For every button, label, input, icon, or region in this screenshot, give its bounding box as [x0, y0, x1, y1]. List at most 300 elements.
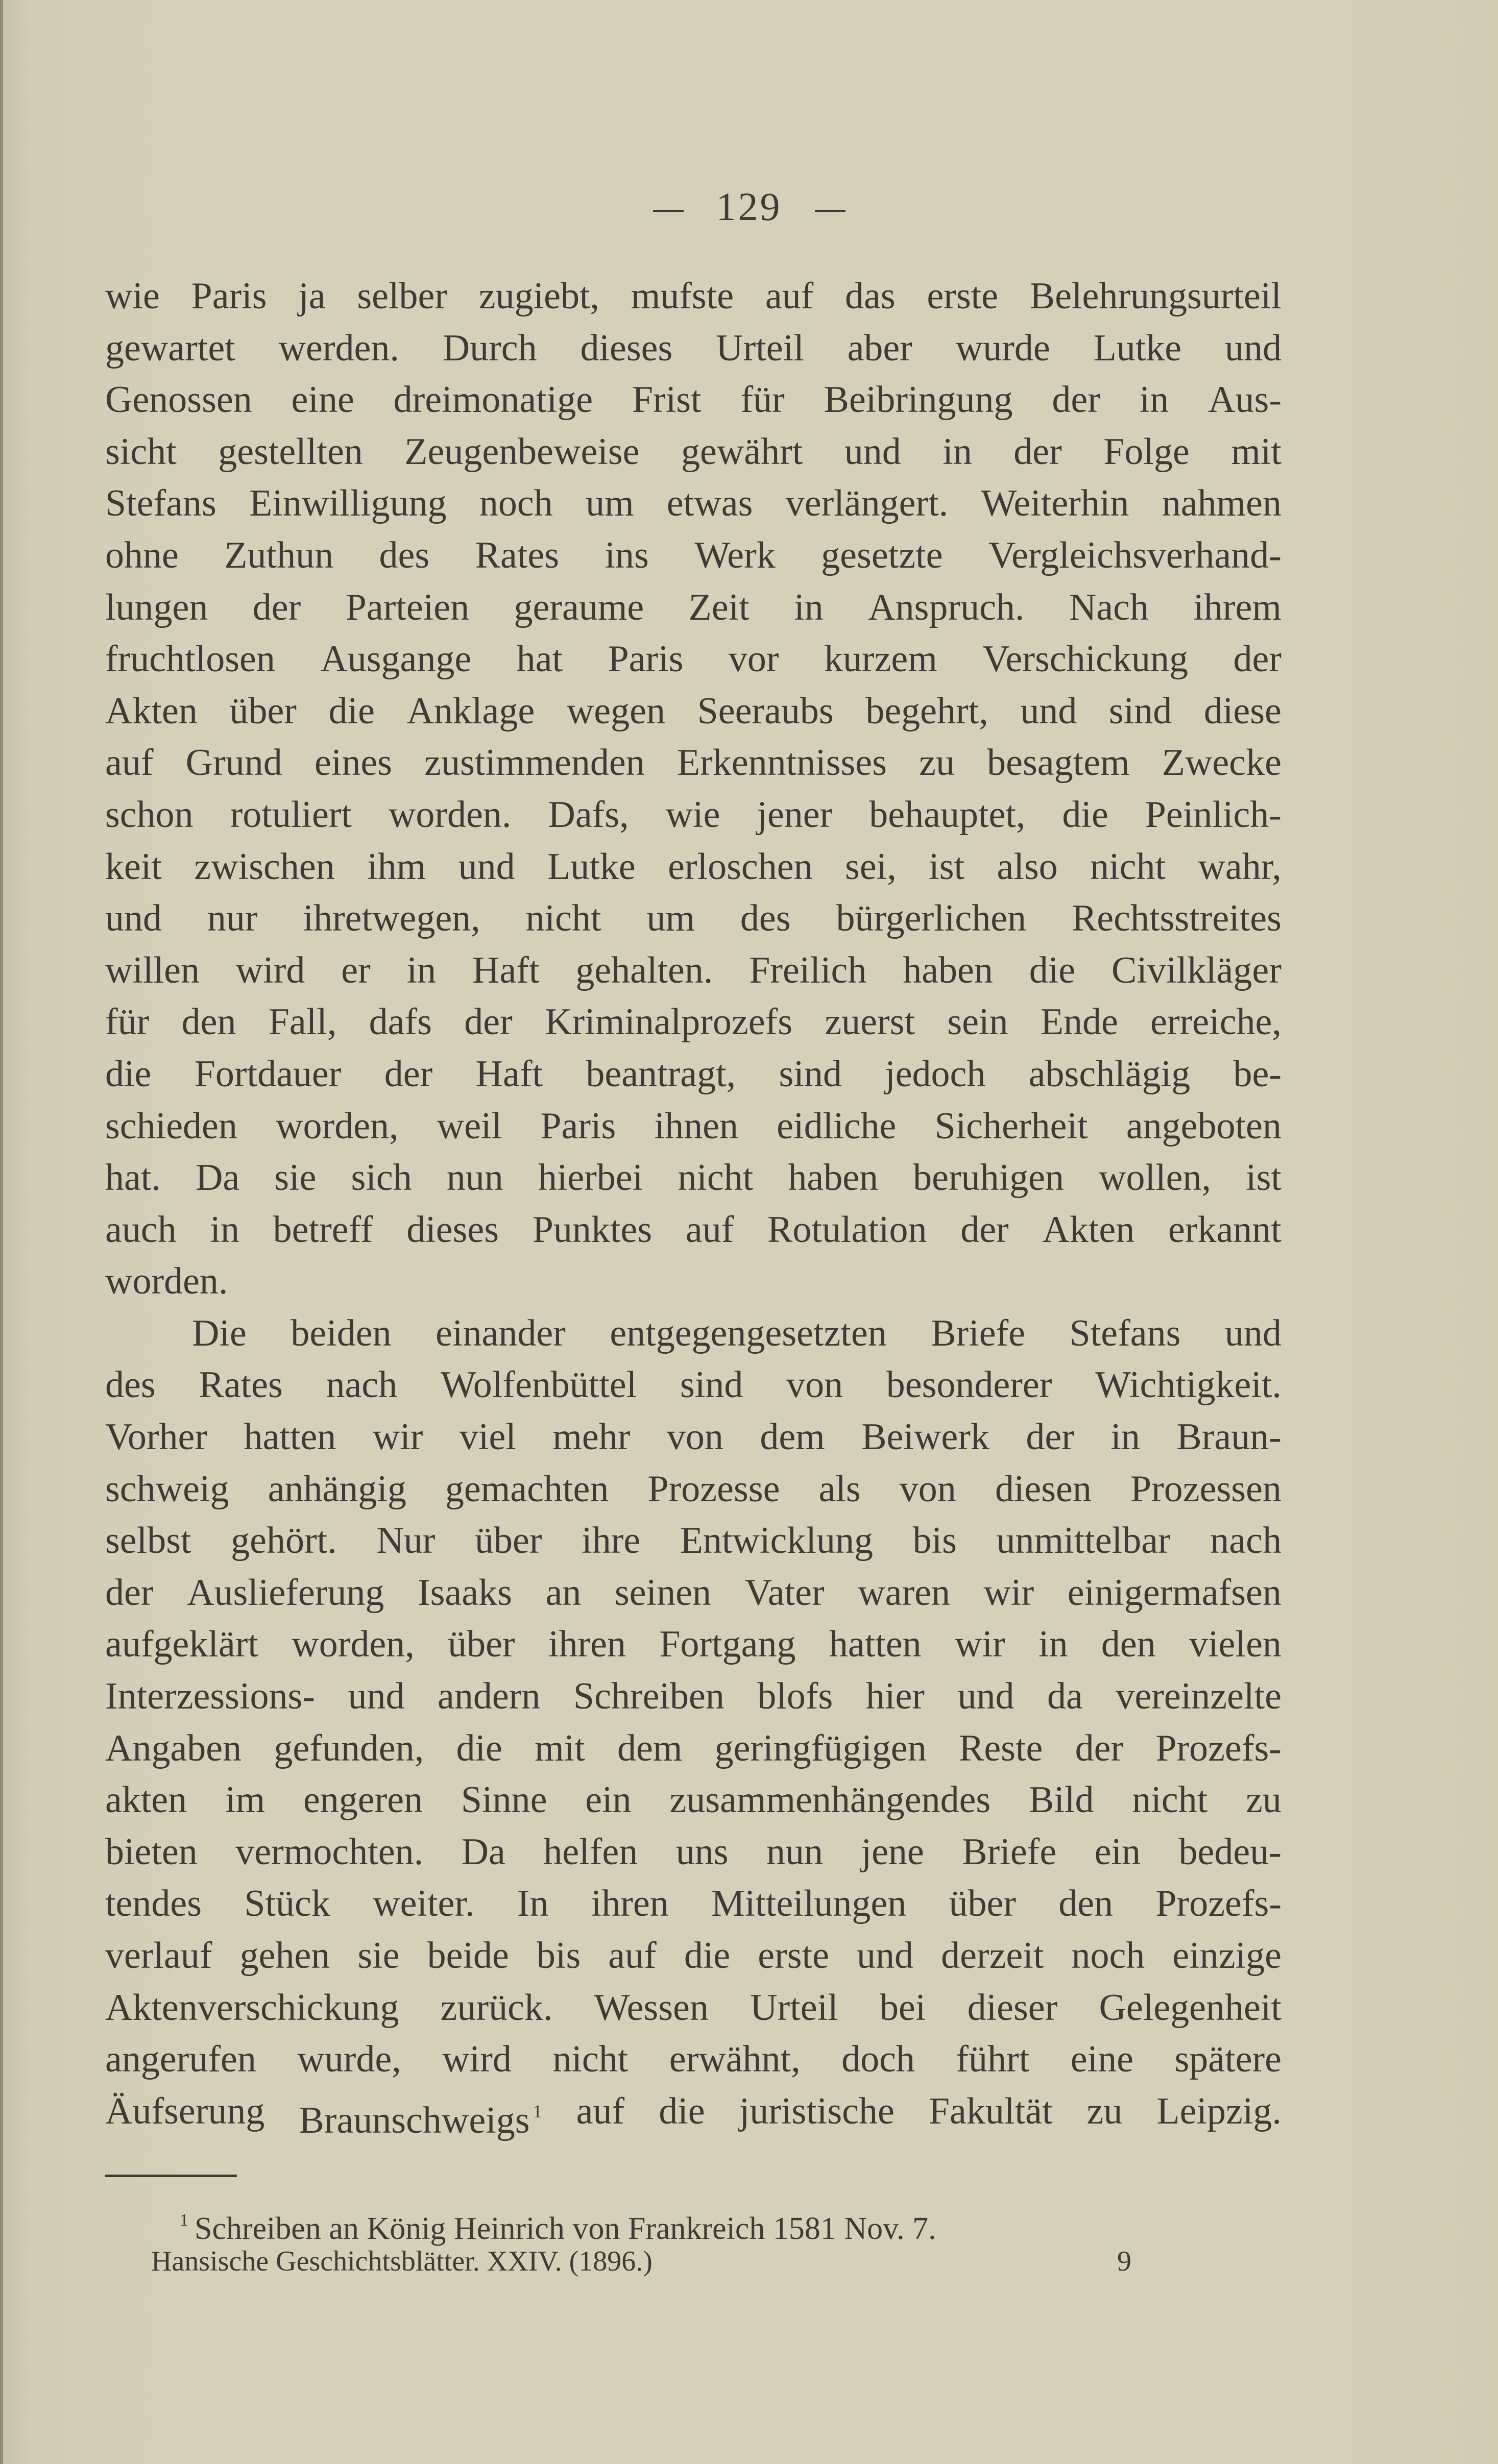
word: Urteil [750, 1986, 838, 2029]
text-line [105, 945, 1282, 997]
word: weiter. [373, 1883, 475, 1925]
printer-signature-line [151, 2236, 1131, 2287]
word: nur [207, 897, 258, 940]
word: ein [1094, 1831, 1141, 1873]
text-line [105, 582, 1282, 634]
word: haben [788, 1157, 879, 1199]
word: nicht [1132, 1779, 1208, 1821]
word: uns [675, 1831, 729, 1873]
page-number: 129 [716, 184, 782, 229]
word: wird [235, 949, 305, 991]
word: Zuthun [224, 534, 334, 576]
word: ist [1246, 1157, 1282, 1199]
word: gewartet [105, 327, 235, 369]
word: um [586, 482, 634, 525]
text-line [105, 530, 1282, 582]
word: und [348, 1675, 405, 1718]
word: in [406, 949, 437, 991]
word: der [1026, 1416, 1074, 1458]
word: wollen, [1099, 1157, 1211, 1199]
word: besonderer [886, 1364, 1052, 1406]
word: Belehrungsurteil [1029, 275, 1282, 317]
word: Kriminalprozefs [545, 1001, 793, 1043]
word: Fakultät [928, 2090, 1053, 2132]
text-line [105, 323, 1282, 375]
word: worden. [105, 1260, 228, 1303]
word: Freilich [749, 949, 867, 991]
word: sicht [105, 430, 177, 473]
word: ein [585, 1779, 632, 1821]
word: hierbei [538, 1157, 643, 1199]
text-line [105, 1723, 1282, 1775]
word: engeren [303, 1779, 423, 1821]
word: hier [865, 1675, 925, 1718]
word: nun [766, 1831, 824, 1873]
word: sich [351, 1157, 412, 1199]
word: Äufserung [105, 2090, 265, 2132]
word: auf [608, 1935, 657, 1977]
word: im [225, 1779, 265, 1821]
word: er [341, 949, 371, 991]
word: worden, [276, 1105, 399, 1147]
word: andern [438, 1675, 541, 1718]
text-line [105, 737, 1282, 789]
word: Akten [1042, 1208, 1135, 1251]
word: sind [680, 1364, 743, 1406]
word: Braunschweigs $^1$ [299, 2099, 542, 2141]
word: erkannt [1168, 1208, 1282, 1251]
word: der [1013, 430, 1062, 473]
word: Wolfenbüttel [440, 1364, 637, 1406]
word: für [740, 379, 785, 421]
word: und [458, 845, 515, 888]
word: den [1058, 1883, 1114, 1925]
word: das [845, 275, 896, 317]
word: abschlägig [1028, 1053, 1191, 1095]
word: wurde [955, 327, 1050, 369]
word: Interzessions- [105, 1675, 315, 1718]
word: ja [298, 275, 326, 317]
word: werden. [278, 327, 399, 369]
word: Stefans [105, 482, 216, 525]
word: Peinlich- [1145, 793, 1282, 836]
word: Urteil [716, 327, 804, 369]
word: Haft [475, 1053, 543, 1095]
footnote-separator [105, 2175, 237, 2177]
word: über [448, 1623, 515, 1666]
word: Da [195, 1157, 240, 1199]
word: Die [192, 1312, 247, 1354]
word: keit [105, 845, 162, 888]
word: Zwecke [1162, 742, 1282, 784]
word: Akten [105, 690, 198, 732]
word: diese [1203, 690, 1282, 732]
word: Folge [1103, 430, 1190, 473]
word: erwähnt, [669, 2038, 801, 2081]
text-line [105, 478, 1282, 530]
word: ins [605, 534, 649, 576]
word: von [786, 1364, 843, 1406]
text-line [105, 893, 1282, 945]
word: anhängig [268, 1468, 406, 1510]
word: Anklage [406, 690, 535, 732]
word: zu [919, 742, 955, 784]
word: ihnen [654, 1105, 738, 1147]
word: wir [983, 1571, 1034, 1614]
word: Haft [472, 949, 540, 991]
word: blofs [757, 1675, 833, 1718]
word: erloschen [668, 845, 813, 888]
word: und [857, 1935, 914, 1977]
word: Aus- [1208, 379, 1282, 421]
word: bis [912, 1520, 957, 1562]
word: mit [1231, 430, 1282, 473]
word: zu [1086, 2090, 1123, 2132]
word: bei [879, 1986, 926, 2029]
word: geringfügigen [714, 1727, 927, 1769]
word: Stefans [1069, 1312, 1181, 1354]
text-line [105, 1463, 1282, 1516]
word: bedeu- [1178, 1831, 1282, 1873]
word: gestellten [218, 430, 363, 473]
word: Auslieferung [187, 1571, 384, 1614]
word: bieten [105, 1831, 198, 1873]
word: einigermafsen [1067, 1571, 1282, 1614]
word: wird [442, 2038, 512, 2081]
word: in [1139, 379, 1169, 421]
word: Paris [608, 638, 684, 680]
word: Briefe [931, 1312, 1026, 1354]
word: Fortgang [659, 1623, 796, 1666]
word: erste [927, 275, 999, 317]
word: nun [446, 1157, 503, 1199]
word: ihren [591, 1883, 669, 1925]
word: über [229, 690, 297, 732]
word: wie [665, 793, 720, 836]
text-line [105, 1101, 1282, 1153]
word: aufgeklärt [105, 1623, 258, 1666]
paragraph-start-line [105, 1308, 1282, 1360]
word: gewährt [681, 430, 803, 473]
word: der [1075, 1727, 1124, 1769]
word: da [1047, 1675, 1083, 1718]
word: Nach [1069, 586, 1149, 628]
word: Schreiben [573, 1675, 724, 1718]
word: nahmen [1162, 482, 1282, 525]
word: fruchtlosen [105, 638, 275, 680]
word: führt [956, 2038, 1030, 2081]
word: Wessen [594, 1986, 709, 2029]
word: dieses [406, 1208, 499, 1251]
word: bis [536, 1935, 581, 1977]
text-line [105, 1774, 1282, 1826]
word: vielen [1189, 1623, 1282, 1666]
word: sie [357, 1935, 400, 1977]
word: In [517, 1883, 549, 1925]
word: nicht [678, 1157, 754, 1199]
word: Genossen [105, 379, 252, 421]
word: einander [436, 1312, 566, 1354]
text-line [105, 1411, 1282, 1463]
word: in [1110, 1416, 1140, 1458]
word: zustimmenden [424, 742, 645, 784]
word: Rates [475, 534, 560, 576]
word: Vater [744, 1571, 825, 1614]
word: zurück. [440, 1986, 553, 2029]
word: zugiebt, [478, 275, 600, 317]
word: Aktenverschickung [105, 1986, 399, 2029]
word: und [844, 430, 901, 473]
text-line [105, 686, 1282, 738]
word: seinen [614, 1571, 711, 1614]
word: der [105, 1571, 154, 1614]
word: helfen [543, 1831, 638, 1873]
word: ihre [582, 1520, 641, 1562]
word: zwischen [194, 845, 335, 888]
word: die [1062, 793, 1108, 836]
word: also [997, 845, 1058, 888]
word: über [475, 1520, 542, 1562]
word: die [328, 690, 375, 732]
word: betreff [273, 1208, 373, 1251]
body-text [105, 271, 1282, 2141]
word: Erkenntnisses [676, 742, 887, 784]
journal-signature: Hansische Geschichtsblätter. XXIV. (1896.) [151, 2246, 653, 2277]
word: die [684, 1935, 731, 1977]
word: die [105, 1053, 152, 1095]
word: worden. [388, 793, 512, 836]
word: eine [291, 379, 354, 421]
text-line [105, 1671, 1282, 1723]
word: zuerst [825, 1001, 915, 1043]
word: wurde, [297, 2038, 401, 2081]
word: vermochten. [235, 1831, 424, 1873]
word: schieden [105, 1105, 237, 1147]
word: derzeit [941, 1935, 1044, 1977]
word: juristische [739, 2090, 895, 2132]
word: ihm [367, 845, 426, 888]
footnote-reference[interactable]: 1 [533, 2101, 542, 2121]
word: den [1101, 1623, 1156, 1666]
word: sei, [845, 845, 897, 888]
word: hat [516, 638, 563, 680]
word: spätere [1174, 2038, 1282, 2081]
text-line [105, 1359, 1282, 1411]
word: Da [461, 1831, 505, 1873]
word: sind [1108, 690, 1172, 732]
word: wegen [566, 690, 665, 732]
word: der [1052, 379, 1100, 421]
footnote-text: Schreiben an König Heinrich von Frankreich 1581 Nov. 7. [195, 2211, 936, 2246]
word: beruhigen [913, 1157, 1065, 1199]
word: noch [479, 482, 553, 525]
word: kurzem [824, 638, 937, 680]
word: Rotulation [767, 1208, 927, 1251]
text-line [105, 1567, 1282, 1619]
word: etwas [666, 482, 753, 525]
word: Beibringung [824, 379, 1013, 421]
word: aber [847, 327, 912, 369]
word: für [105, 1001, 150, 1043]
word: Parteien [345, 586, 470, 628]
word: Fortdauer [194, 1053, 342, 1095]
word: Ende [1040, 1001, 1118, 1043]
page-header [0, 184, 1498, 230]
text-line [105, 1619, 1282, 1671]
word: ihretwegen, [303, 897, 480, 940]
word: Lutke [1093, 327, 1182, 369]
word: ihren [548, 1623, 626, 1666]
text-line [105, 1515, 1282, 1567]
word: jener [757, 793, 833, 836]
word: hat. [105, 1157, 161, 1199]
word: willen [105, 949, 200, 991]
word: be- [1233, 1053, 1282, 1095]
word: tendes [105, 1883, 202, 1925]
word: dem [617, 1727, 683, 1769]
footnote-marker: 1 [180, 2211, 188, 2230]
word: angerufen [105, 2038, 256, 2081]
word: Leipzig. [1156, 2090, 1282, 2132]
word: Werk [694, 534, 776, 576]
word: Mitteilungen [711, 1883, 907, 1925]
word: Ausgange [320, 638, 472, 680]
word: auch [105, 1208, 177, 1251]
word: viel [459, 1416, 516, 1458]
word: jedoch [885, 1053, 986, 1095]
word: Stück [244, 1883, 330, 1925]
word: Braun- [1176, 1416, 1282, 1458]
word: verlängert. [785, 482, 949, 525]
word: erste [758, 1935, 829, 1977]
word: angeboten [1126, 1105, 1282, 1147]
word: an [545, 1571, 582, 1614]
word: der [252, 586, 301, 628]
word: behauptet, [869, 793, 1026, 836]
word: besagtem [987, 742, 1130, 784]
header-dash-right [815, 210, 845, 212]
book-spine-edge [0, 0, 3, 2464]
word: Fall, [268, 1001, 337, 1043]
text-line [105, 271, 1282, 323]
word: nicht [1090, 845, 1166, 888]
word: vor [728, 638, 779, 680]
word: der [464, 1001, 513, 1043]
word: der [384, 1053, 433, 1095]
word: diesen [995, 1468, 1092, 1510]
word: bürgerlichen [836, 897, 1027, 940]
word: auf [576, 2090, 625, 2132]
word: der [1233, 638, 1282, 680]
text-line [105, 633, 1282, 686]
text-line [105, 1826, 1282, 1879]
word: zusammenhängendes [669, 1779, 991, 1821]
word: in [210, 1208, 239, 1251]
word: hatten [244, 1416, 336, 1458]
text-line [105, 789, 1282, 841]
word: akten [105, 1779, 187, 1821]
word: Grund [185, 742, 282, 784]
word: der [960, 1208, 1009, 1251]
word: vereinzelte [1116, 1675, 1282, 1718]
word: und [1020, 690, 1077, 732]
word: auf [685, 1208, 734, 1251]
word: eines [314, 742, 392, 784]
word: dreimonatige [393, 379, 593, 421]
word: nach [326, 1364, 398, 1406]
word: mit [535, 1727, 585, 1769]
word: ist [929, 845, 965, 888]
word: rotuliert [230, 793, 352, 836]
word: selber [357, 275, 448, 317]
word: Nur [376, 1520, 436, 1562]
word: Prozesse [647, 1468, 780, 1510]
word: eidliche [777, 1105, 897, 1147]
word: entgegengesetzten [610, 1312, 887, 1354]
word: den [181, 1001, 236, 1043]
text-line [105, 1878, 1282, 1930]
word: waren [858, 1571, 950, 1614]
word: auf [765, 275, 814, 317]
word: Angaben [105, 1727, 242, 1769]
word: dieses [580, 327, 673, 369]
paragraph-end-line [105, 1256, 1282, 1308]
word: die [456, 1727, 502, 1769]
word: beiden [291, 1312, 392, 1354]
header-dash-left [653, 210, 684, 212]
word: noch [1071, 1935, 1145, 1977]
word: wahr, [1198, 845, 1282, 888]
word: Punktes [532, 1208, 653, 1251]
word: dieser [967, 1986, 1058, 2029]
word: Isaaks [417, 1571, 512, 1614]
text-line [105, 1930, 1282, 1982]
word: eine [1070, 2038, 1133, 2081]
word: von [899, 1468, 956, 1510]
word: Prozessen [1130, 1468, 1282, 1510]
word: Frist [632, 379, 702, 421]
word: schweig [105, 1468, 229, 1510]
word: Rechtsstreites [1071, 897, 1282, 940]
word: von [666, 1416, 723, 1458]
word: weil [437, 1105, 502, 1147]
word: Anspruch. [868, 586, 1025, 628]
word: und [105, 897, 162, 940]
word: Dafs, [548, 793, 629, 836]
word: wir [955, 1623, 1005, 1666]
word: haben [903, 949, 993, 991]
word: begehrt, [865, 690, 988, 732]
word: Sinne [461, 1779, 547, 1821]
word: Beiwerk [861, 1416, 989, 1458]
word: Entwicklung [680, 1520, 873, 1562]
word: Rates [199, 1364, 283, 1406]
word: Paris [540, 1105, 616, 1147]
word: die [659, 2090, 705, 2132]
word: Gelegenheit [1099, 1986, 1282, 2029]
word: Verschickung [982, 638, 1189, 680]
word: dem [760, 1416, 825, 1458]
word: in [1038, 1623, 1068, 1666]
word: Prozefs- [1155, 1883, 1282, 1925]
word: einzige [1172, 1935, 1282, 1977]
word: und [1224, 327, 1282, 369]
word: lungen [105, 586, 208, 628]
word: um [646, 897, 695, 940]
word: Vergleichsverhand- [988, 534, 1282, 576]
word: Zeugenbeweise [404, 430, 640, 473]
word: doch [841, 2038, 915, 2081]
